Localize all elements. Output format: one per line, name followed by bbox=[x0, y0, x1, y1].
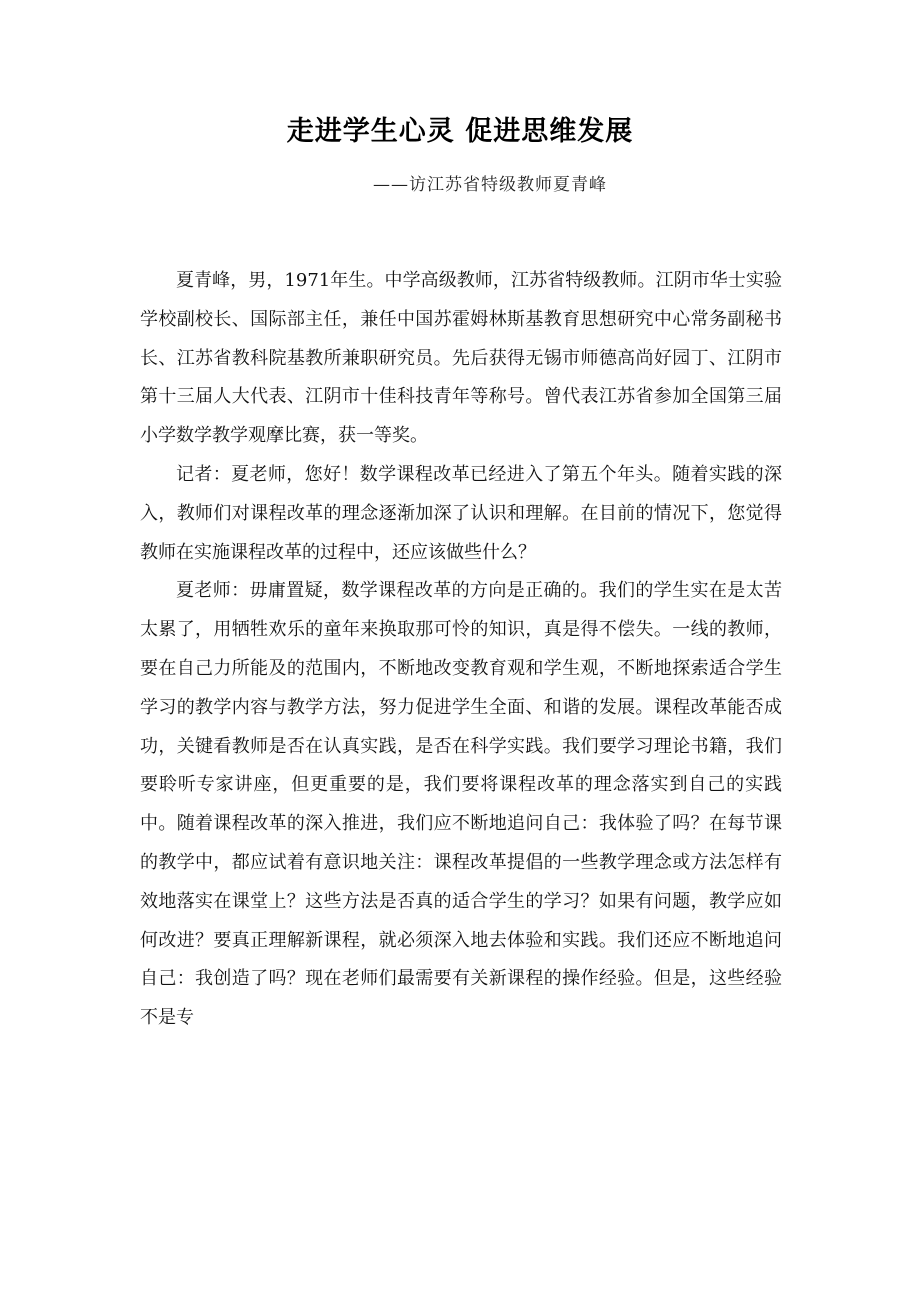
paragraph-bio: 夏青峰，男，1971年生。中学高级教师，江苏省特级教师。江阴市华士实验学校副校长、国际部主任，兼任中国苏霍姆林斯基教育思想研究中心常务副秘书长、江苏省教科院基教所兼职研究员。先后获得无锡市师德高尚好园丁、江阴市第十三届人大代表、江阴市十佳科技青年等称号。曾代表江苏省参加全国第三届小学数学教学观摩比赛，获一等奖。 bbox=[140, 270, 782, 447]
document-body bbox=[140, 262, 782, 1038]
paragraph-teacher-answer: 夏老师：毋庸置疑，数学课程改革的方向是正确的。我们的学生实在是太苦太累了，用牺牲欢乐的童年来换取那可怜的知识，真是得不偿失。一线的教师，要在自己力所能及的范围内，不断地改变教育观和学生观，不断地探索适合学生学习的教学内容与教学方法，努力促进学生全面、和谐的发展。课程改革能否成功，关键看教师是否在认真实践，是否在科学实践。我们要学习理论书籍，我们要聆听专家讲座，但更重要的是，我们要将课程改革的理念落实到自己的实践中。随着课程改革的深入推进，我们应不断地追问自己：我体验了吗？在每节课的教学中，都应试着有意识地关注：课程改革提倡的一些教学理念或方法怎样有效地落实在课堂上？这些方法是否真的适合学生的学习？如果有问题，教学应如何改进？要真正理解新课程，就必须深入地去体验和实践。我们还应不断地追问自己：我创造了吗？现在老师们最需要有关新课程的操作经验。但是，这些经验不是专 bbox=[140, 580, 782, 1029]
paragraph-reporter-question: 记者：夏老师，您好！数学课程改革已经进入了第五个年头。随着实践的深入，教师们对课程改革的理念逐渐加深了认识和理解。在目前的情况下，您觉得教师在实施课程改革的过程中，还应该做些什么？ bbox=[140, 463, 782, 563]
document-subtitle: ——访江苏省特级教师夏青峰 bbox=[373, 175, 607, 195]
document-title: 走进学生心灵 促进思维发展 bbox=[286, 116, 634, 147]
